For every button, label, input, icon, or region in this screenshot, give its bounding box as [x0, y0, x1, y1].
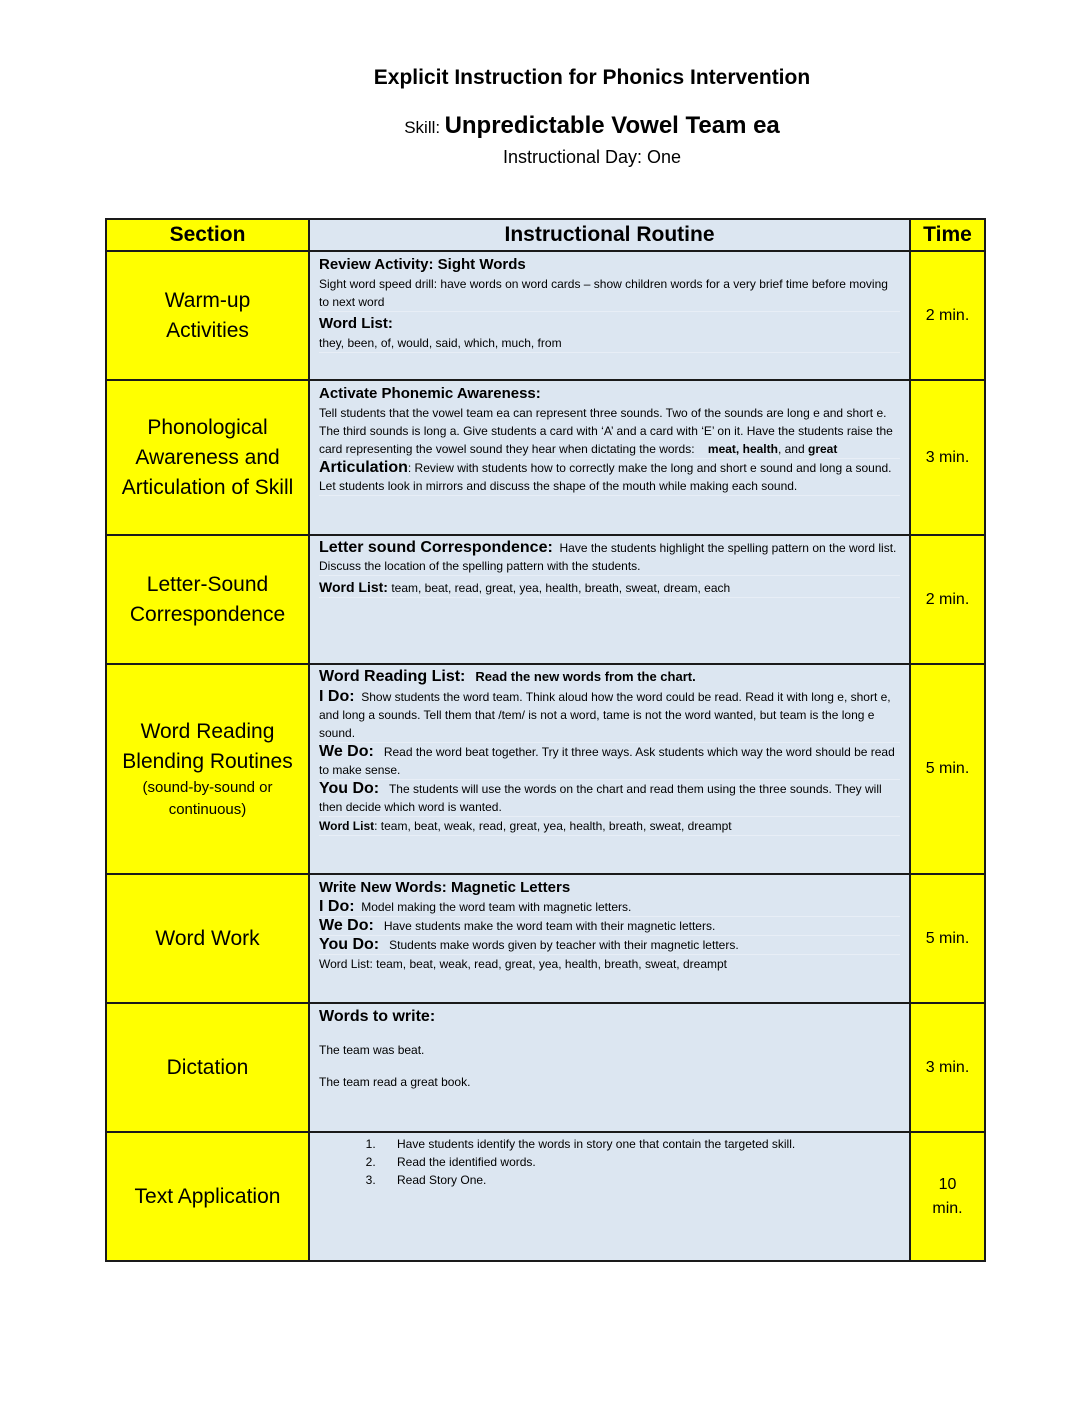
header-row — [106, 219, 985, 251]
time-cell: 3 min. — [910, 380, 985, 535]
section-cell: Phonological Awareness and Articulation of Skill — [106, 380, 309, 535]
header-time: Time — [910, 219, 985, 251]
time-cell: 5 min. — [910, 664, 985, 874]
we-do-text: We Do: Read the word beat together. Try it three ways. Ask students which way the word should be read to make sense. — [319, 743, 900, 780]
word-list: they, been, of, would, said, which, much, from — [319, 334, 900, 353]
table-row — [106, 1132, 985, 1261]
routine-text: Sight word speed drill: have words on word cards – show children words for a very brief time before moving to next word — [319, 275, 900, 312]
routine-heading: Word Reading List: Read the new words from the chart. — [319, 668, 696, 685]
table-row — [106, 1003, 985, 1132]
time-cell: 3 min. — [910, 1003, 985, 1132]
routine-heading: Review Activity: Sight Words — [319, 256, 526, 273]
time-cell: 2 min. — [910, 535, 985, 664]
you-do-text: You Do: Students make words given by teacher with their magnetic letters. — [319, 936, 900, 955]
list-item: 3. Read Story One. — [379, 1171, 900, 1189]
routine-cell — [309, 664, 910, 874]
routine-text: Tell students that the vowel team ea can represent three sounds. Two of the sounds are long e and short e. The third sounds is long a. Give students a card with ‘A’ and a card with ‘E’ on it. Have the students raise the card representing the vowel sound they hear when dictating the words: meat, health, and great — [319, 404, 900, 459]
document-title: Explicit Instruction for Phonics Intervention — [373, 66, 811, 89]
skill-label: Skill: — [404, 118, 441, 137]
table-row — [106, 380, 985, 535]
section-cell: Text Application — [106, 1132, 309, 1261]
section-cell: Word Work — [106, 874, 309, 1003]
table-row — [106, 874, 985, 1003]
dictation-sentence: The team was beat. — [319, 1043, 425, 1057]
routine-cell — [309, 251, 910, 380]
routine-heading: Write New Words: Magnetic Letters — [319, 879, 571, 896]
table-row — [106, 664, 985, 874]
time-cell: 10 min. — [910, 1132, 985, 1261]
section-cell: Dictation — [106, 1003, 309, 1132]
table-row — [106, 535, 985, 664]
section-cell: Letter-Sound Correspondence — [106, 535, 309, 664]
routine-text: Letter sound Correspondence: Have the students highlight the spelling pattern on the word list. Discuss the location of the spelling pattern with the students. — [319, 539, 900, 576]
instructional-day: Instructional Day: One — [502, 147, 682, 167]
routine-heading: Words to write: — [319, 1008, 436, 1025]
dictation-sentence: The team read a great book. — [319, 1075, 471, 1089]
routine-heading: Word List: — [319, 315, 393, 332]
routine-cell — [309, 380, 910, 535]
routine-text: Articulation: Review with students how to correctly make the long and short e sound and long a sound. Let students look in mirrors and discuss the shape of the mouth while making each sound. — [319, 459, 900, 496]
list-item: 2. Read the identified words. — [379, 1153, 900, 1171]
skill-value: Unpredictable Vowel Team ea — [444, 112, 780, 139]
section-cell: Warm-up Activities — [106, 251, 309, 380]
skill-line — [0, 112, 1088, 140]
routine-cell — [309, 535, 910, 664]
routine-cell — [309, 1132, 910, 1261]
list-item: 1. Have students identify the words in story one that contain the targeted skill. — [379, 1135, 900, 1153]
word-list: Word List: team, beat, weak, read, great, yea, health, breath, sweat, dreampt — [319, 957, 727, 971]
time-cell: 2 min. — [910, 251, 985, 380]
header-routine: Instructional Routine — [309, 219, 910, 251]
routine-cell — [309, 874, 910, 1003]
time-cell: 5 min. — [910, 874, 985, 1003]
you-do-text: You Do: The students will use the words on the chart and read them using the three sounds. They will then decide which word is wanted. — [319, 780, 900, 817]
lesson-table — [105, 218, 986, 1262]
header-section: Section — [106, 219, 309, 251]
i-do-text: I Do: Model making the word team with magnetic letters. — [319, 898, 900, 917]
table-row — [106, 251, 985, 380]
word-list: Word List: team, beat, read, great, yea, health, breath, sweat, dream, each — [319, 578, 900, 598]
section-cell: Word Reading Blending Routines (sound-by-sound or continuous) — [106, 664, 309, 874]
steps-list — [319, 1135, 900, 1189]
we-do-text: We Do: Have students make the word team with their magnetic letters. — [319, 917, 900, 936]
i-do-text: I Do: Show students the word team. Think aloud how the word could be read. Read it with long e, short e, and long a sounds. Tell them that /tem/ is not a word, tame is not the word wanted, but team is the long e sound. — [319, 688, 900, 743]
word-list: Word List: team, beat, weak, read, great, yea, health, breath, sweat, dreampt — [319, 817, 900, 836]
routine-heading: Activate Phonemic Awareness: — [319, 385, 541, 402]
routine-cell — [309, 1003, 910, 1132]
